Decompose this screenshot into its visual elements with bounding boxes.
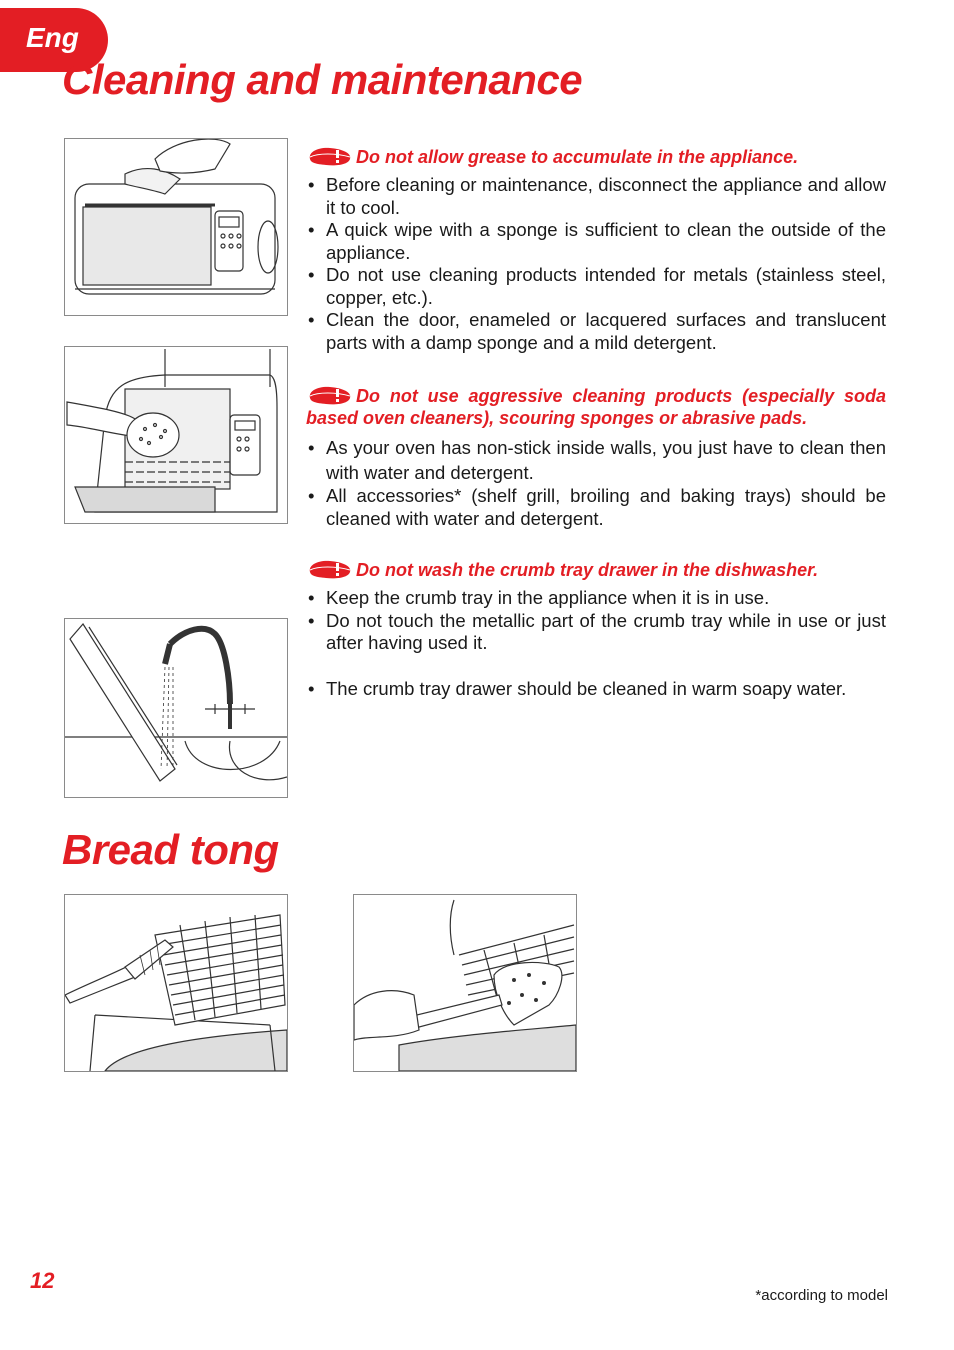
list-item: • Clean the door, enameled or lacquered surfaces and translucent parts with a damp sponge and a mild detergent. <box>306 309 886 354</box>
list-item: • All accessories* (shelf grill, broiling and baking trays) should be cleaned with water and detergent. <box>306 485 886 530</box>
warning-grease <box>306 145 886 168</box>
language-label: Eng <box>26 22 79 53</box>
list-item: • As your oven has non-stick inside walls, you just have to clean then with water and detergent. <box>306 435 886 485</box>
bullet-list-dishwasher <box>306 587 886 700</box>
warning-dishwasher-text: Do not wash the crumb tray drawer in the dishwasher. <box>356 560 819 580</box>
figure-tong-grill <box>64 894 288 1072</box>
figure-crumb-tray-sink <box>64 618 288 798</box>
list-item: • Do not touch the metallic part of the crumb tray while in use or just after having used it. <box>306 610 886 655</box>
section-title-cleaning: Cleaning and maintenance <box>62 56 583 103</box>
list-item: • Before cleaning or maintenance, disconnect the appliance and allow it to cool. <box>306 174 886 219</box>
footnote: *according to model <box>755 1287 888 1304</box>
warning-icon <box>306 558 352 580</box>
figure-tong-toast <box>353 894 577 1072</box>
warning-aggressive-products <box>306 384 886 429</box>
bullet-list-grease <box>306 174 886 354</box>
list-item: • Keep the crumb tray in the appliance when it is in use. <box>306 587 886 610</box>
bullet-list-aggressive <box>306 435 886 530</box>
figure-oven-interior <box>64 346 288 524</box>
list-item: • A quick wipe with a sponge is sufficient to clean the outside of the appliance. <box>306 219 886 264</box>
warning-icon <box>306 145 352 167</box>
list-item: • Do not use cleaning products intended for metals (stainless steel, copper, etc.). <box>306 264 886 309</box>
warning-grease-text: Do not allow grease to accumulate in the appliance. <box>356 147 799 167</box>
list-item: • The crumb tray drawer should be cleaned in warm soapy water. <box>306 678 886 701</box>
section-title-bread-tong: Bread tong <box>62 826 279 873</box>
page-number: 12 <box>30 1268 55 1293</box>
warning-aggressive-text: Do not use aggressive cleaning products (especially soda based oven cleaners), scouring sponges or abrasive pads. <box>306 386 886 428</box>
warning-icon <box>306 384 352 406</box>
figure-oven-exterior <box>64 138 288 316</box>
warning-dishwasher <box>306 558 886 581</box>
